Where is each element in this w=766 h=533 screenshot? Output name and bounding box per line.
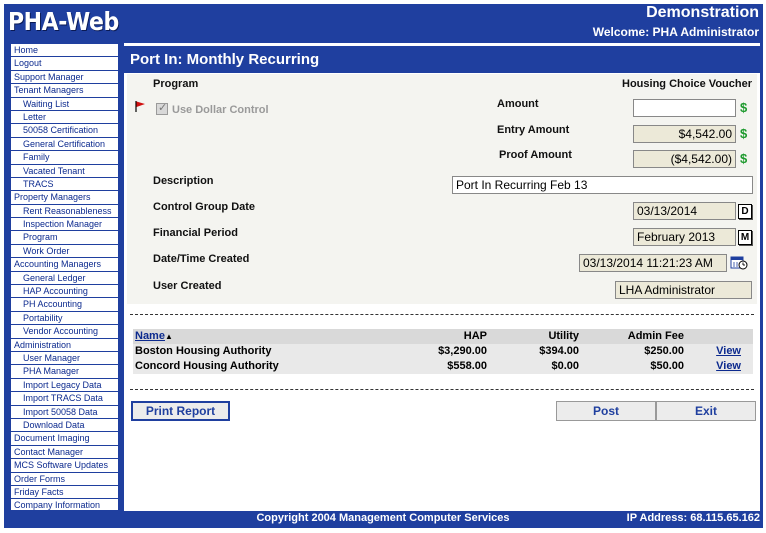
sidebar-item-contact-manager[interactable]: Contact Manager: [11, 446, 118, 459]
site-title: Demonstration: [646, 4, 759, 21]
view-link[interactable]: View: [716, 345, 741, 357]
sidebar-item-administration[interactable]: Administration: [11, 339, 118, 352]
sidebar-item-tracs[interactable]: TRACS: [11, 178, 118, 191]
row-admin-fee: $50.00: [650, 360, 684, 372]
welcome-text: Welcome: PHA Administrator: [592, 25, 759, 39]
sidebar-item-pha-manager[interactable]: PHA Manager: [11, 365, 118, 378]
sidebar-item-hap-accounting[interactable]: HAP Accounting: [11, 285, 118, 298]
post-button[interactable]: Post: [556, 401, 656, 421]
hap-column-header: HAP: [463, 330, 487, 342]
date-picker-button[interactable]: D: [738, 204, 752, 219]
sidebar-item-logout[interactable]: Logout: [11, 57, 118, 70]
row-hap: $3,290.00: [438, 345, 487, 357]
app-logo: PHA-Web: [8, 7, 119, 36]
row-hap: $558.00: [447, 360, 487, 372]
sidebar-item-inspection-manager[interactable]: Inspection Manager: [11, 218, 118, 231]
sidebar-item-tenant-managers[interactable]: Tenant Managers: [11, 84, 118, 97]
user-created-field: LHA Administrator: [615, 281, 752, 299]
date-time-created-label: Date/Time Created: [153, 253, 250, 265]
sidebar-item-general-certification[interactable]: General Certification: [11, 138, 118, 151]
sidebar-item-mcs-software-updates[interactable]: MCS Software Updates: [11, 459, 118, 472]
sidebar-item-rent-reasonableness[interactable]: Rent Reasonableness: [11, 205, 118, 218]
sort-ascending-icon: ▲: [164, 332, 173, 341]
sidebar-item-home[interactable]: Home: [11, 44, 118, 57]
portability-table: [133, 329, 753, 374]
sidebar-item-vacated-tenant[interactable]: Vacated Tenant: [11, 165, 118, 178]
table-row: [133, 359, 753, 374]
sidebar-item-general-ledger[interactable]: General Ledger: [11, 272, 118, 285]
row-admin-fee: $250.00: [644, 345, 684, 357]
control-group-date-field[interactable]: 03/13/2014: [633, 202, 736, 220]
exit-button[interactable]: Exit: [656, 401, 756, 421]
main-content: [124, 43, 760, 511]
utility-column-header: Utility: [548, 330, 579, 342]
use-dollar-control-checkbox[interactable]: [156, 103, 168, 115]
page-title: Port In: Monthly Recurring: [124, 46, 760, 73]
row-name: Boston Housing Authority: [135, 345, 272, 357]
view-link[interactable]: View: [716, 360, 741, 372]
table-row: [133, 344, 753, 359]
financial-period-label: Financial Period: [153, 227, 238, 239]
program-label: Program: [153, 78, 199, 90]
user-created-label: User Created: [153, 280, 222, 292]
sidebar-item-document-imaging[interactable]: Document Imaging: [11, 432, 118, 445]
name-sort-link[interactable]: Name: [135, 330, 165, 342]
row-name: Concord Housing Authority: [135, 360, 279, 372]
sidebar-item-import-tracs-data[interactable]: Import TRACS Data: [11, 392, 118, 405]
admin-fee-column-header: Admin Fee: [627, 330, 684, 342]
sidebar-item-property-managers[interactable]: Property Managers: [11, 191, 118, 204]
sidebar-item-ph-accounting[interactable]: PH Accounting: [11, 298, 118, 311]
footer-ip-address: IP Address: 68.115.65.162: [626, 512, 760, 524]
date-time-created-field: 03/13/2014 11:21:23 AM: [579, 254, 727, 272]
entry-amount-label: Entry Amount: [497, 124, 570, 136]
sidebar-item-work-order[interactable]: Work Order: [11, 245, 118, 258]
dollar-icon: $: [740, 126, 748, 141]
print-report-button[interactable]: Print Report: [131, 401, 230, 421]
calendar-clock-icon[interactable]: [730, 255, 748, 270]
sidebar-item-import-50058-data[interactable]: Import 50058 Data: [11, 406, 118, 419]
sidebar-item-company-information[interactable]: Company Information: [11, 499, 118, 512]
dollar-icon: $: [740, 100, 748, 115]
description-input[interactable]: Port In Recurring Feb 13: [452, 176, 753, 194]
sidebar-item-letter[interactable]: Letter: [11, 111, 118, 124]
proof-amount-label: Proof Amount: [499, 149, 572, 161]
financial-period-field[interactable]: February 2013: [633, 228, 736, 246]
red-flag-icon: [134, 100, 147, 113]
sidebar-item-import-legacy-data[interactable]: Import Legacy Data: [11, 379, 118, 392]
sidebar-item-user-manager[interactable]: User Manager: [11, 352, 118, 365]
proof-amount-field: ($4,542.00): [633, 150, 736, 168]
sidebar-item-accounting-managers[interactable]: Accounting Managers: [11, 258, 118, 271]
sidebar-nav: [10, 43, 119, 511]
sidebar-item-family[interactable]: Family: [11, 151, 118, 164]
sidebar-item-waiting-list[interactable]: Waiting List: [11, 98, 118, 111]
sidebar-item-download-data[interactable]: Download Data: [11, 419, 118, 432]
entry-amount-field: $4,542.00: [633, 125, 736, 143]
description-label: Description: [153, 175, 214, 187]
divider: [130, 314, 754, 315]
program-value: Housing Choice Voucher: [622, 78, 752, 90]
action-column-header: [684, 329, 753, 344]
sidebar-item-order-forms[interactable]: Order Forms: [11, 473, 118, 486]
sidebar-item-program[interactable]: Program: [11, 231, 118, 244]
sidebar-item-vendor-accounting[interactable]: Vendor Accounting: [11, 325, 118, 338]
row-utility: $394.00: [539, 345, 579, 357]
control-group-date-label: Control Group Date: [153, 201, 256, 213]
sidebar-item-50058-certification[interactable]: 50058 Certification: [11, 124, 118, 137]
dollar-icon: $: [740, 151, 748, 166]
table-header: [133, 329, 753, 344]
sidebar-item-portability[interactable]: Portability: [11, 312, 118, 325]
use-dollar-control-label: Use Dollar Control: [172, 104, 269, 116]
month-picker-button[interactable]: M: [738, 230, 752, 245]
name-column-header[interactable]: [133, 329, 387, 344]
sidebar-item-friday-facts[interactable]: Friday Facts: [11, 486, 118, 499]
divider: [130, 389, 754, 390]
sidebar-item-support-manager[interactable]: Support Manager: [11, 71, 118, 84]
row-utility: $0.00: [551, 360, 579, 372]
footer-copyright: Copyright 2004 Management Computer Services: [256, 512, 510, 524]
amount-label: Amount: [497, 98, 539, 110]
amount-input[interactable]: [633, 99, 736, 117]
